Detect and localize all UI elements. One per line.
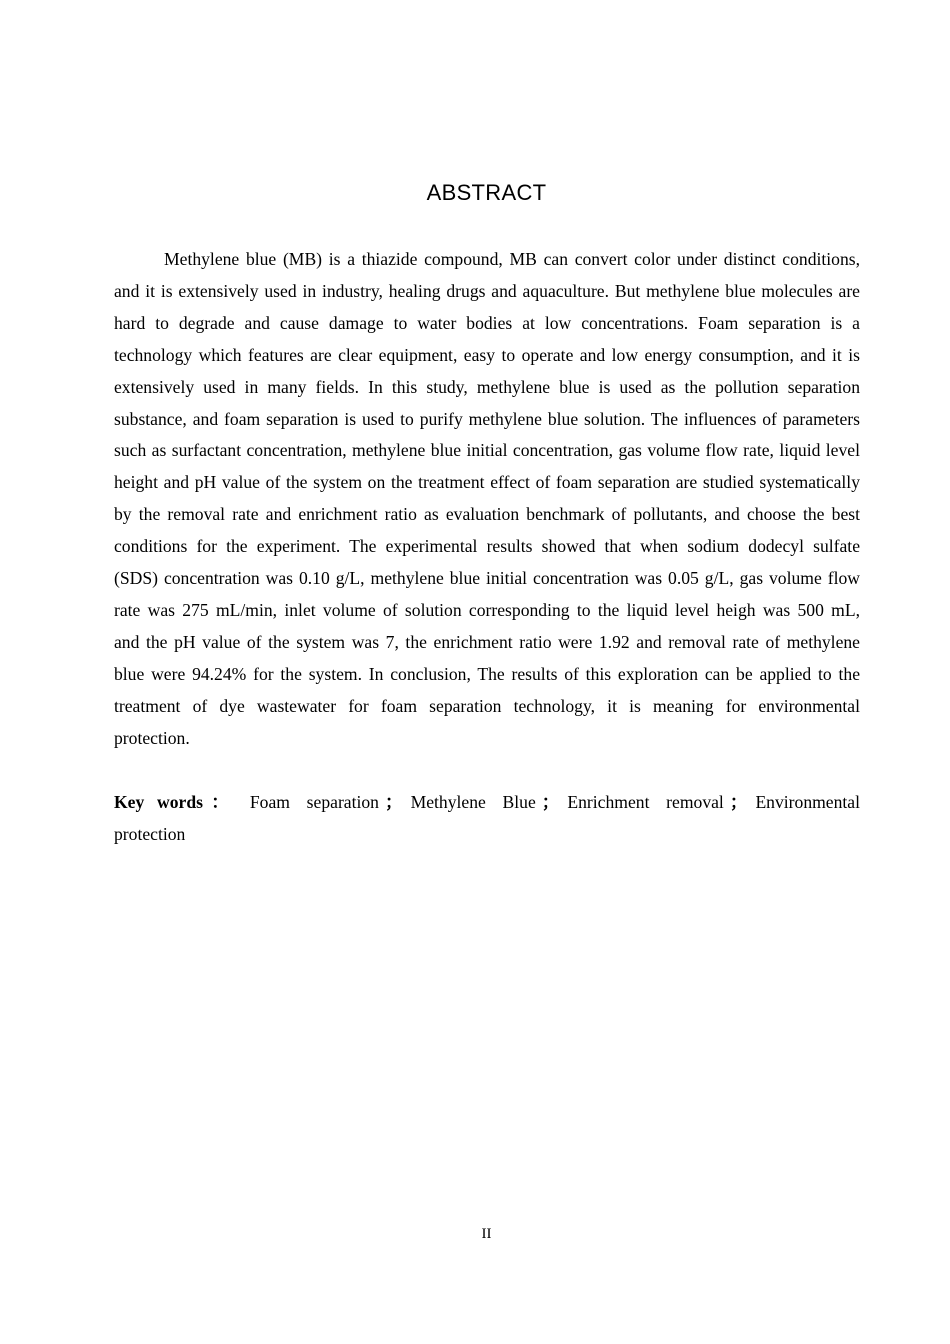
keyword-item: Enrichment removal — [567, 792, 724, 812]
abstract-body: Methylene blue (MB) is a thiazide compound, MB can convert color under distinct conditions, and it is extensively used in industry, healing drugs and aquaculture. But methylene blue molecules are hard to degrade and cause damage to water bodies at low concentrations. Foam separation is a technology which features are clear equipment, easy to operate and low energy consumption, and it is extensively used in many fields. In this study, methylene blue is used as the pollution separation substance, and foam separation is used to purify methylene blue solution. The influences of parameters such as surfactant concentration, methylene blue initial concentration, gas volume flow rate, liquid level height and pH value of the system on the treatment effect of foam separation are studied systematically by the removal rate and enrichment ratio as evaluation benchmark of pollutants, and choose the best conditions for the experiment. The experimental results showed that when sodium dodecyl sulfate (SDS) concentration was 0.10 g/L, methylene blue initial concentration was 0.05 g/L, gas volume flow rate was 275 mL/min, inlet volume of solution corresponding to the liquid level heigh was 500 mL, and the pH value of the system was 7, the enrichment ratio were 1.92 and removal rate of methylene blue were 94.24% for the system. In conclusion, The results of this exploration can be applied to the treatment of dye wastewater for foam separation technology, it is meaning for environmental protection. — [114, 249, 860, 748]
keyword-item: Methylene Blue — [410, 792, 536, 812]
keywords-label: Key words： — [114, 792, 238, 812]
keyword-separator: ； — [384, 792, 403, 812]
keyword-separator: ； — [541, 792, 560, 812]
page-number: II — [481, 1226, 492, 1242]
keyword-item: Foam separation — [249, 792, 379, 812]
keywords-paragraph — [114, 787, 860, 851]
keyword-item: Environmental protection — [114, 792, 860, 844]
abstract-title: ABSTRACT — [426, 180, 547, 205]
keyword-separator: ； — [729, 792, 748, 812]
